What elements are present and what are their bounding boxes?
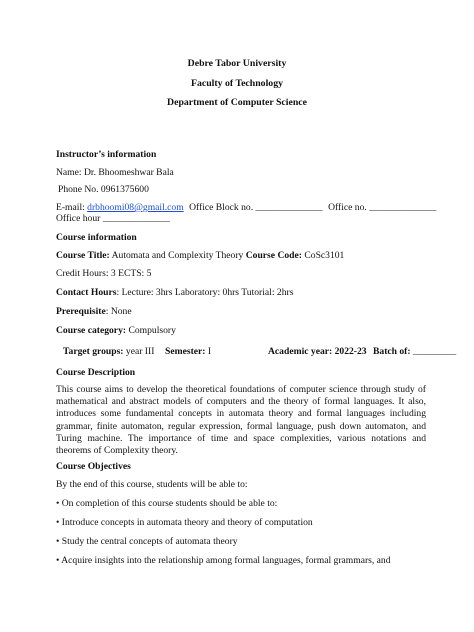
target-groups-row bbox=[63, 346, 154, 358]
office-hour: Office hour ______________ bbox=[56, 213, 170, 224]
target-groups-label: Target groups: bbox=[63, 346, 124, 357]
objective-item: • Introduce concepts in automata theory and theory of computation bbox=[56, 517, 313, 528]
course-title-row bbox=[56, 250, 344, 262]
contact-hours-row bbox=[56, 287, 293, 299]
course-category-label: Course category: bbox=[56, 325, 127, 336]
course-code-label: Course Code: bbox=[245, 250, 302, 261]
instructor-name: Name: Dr. Bhoomeshwar Bala bbox=[56, 167, 174, 178]
course-category-value: Compulsory bbox=[126, 325, 176, 336]
prerequisite-value: : None bbox=[105, 306, 132, 317]
objective-item: • Acquire insights into the relationship among formal languages, formal grammars, and bbox=[56, 555, 391, 566]
objectives-intro: By the end of this course, students will be able to: bbox=[56, 479, 248, 490]
contact-hours-value: : Lecture: 3hrs Laboratory: 0hrs Tutorial: 2hrs bbox=[116, 287, 294, 298]
course-objectives-heading: Course Objectives bbox=[56, 461, 131, 472]
course-info-heading: Course information bbox=[56, 232, 137, 243]
course-description-text: This course aims to develop the theoretical foundations of computer science through study of mathematical and abstract models of computers and the theory of formal languages. It also, introduces some fundamental concepts in automata theory and formal languages including grammar, finite automaton, regular expression, formal language, push down automaton, and Turing machine. The importance of time and space complexities, various notations and theorems of Complexity theory. bbox=[56, 384, 426, 457]
instructor-phone: Phone No. 0961375600 bbox=[58, 184, 149, 195]
objective-item: • On completion of this course students should be able to: bbox=[56, 498, 278, 509]
instructor-heading: Instructor’s information bbox=[56, 149, 157, 160]
credit-hours: Credit Hours: 3 ECTS: 5 bbox=[56, 268, 152, 279]
contact-hours-label: Contact Hours bbox=[56, 287, 117, 298]
office-no: Office no. ______________ bbox=[328, 202, 437, 213]
batch-row bbox=[373, 346, 456, 358]
batch-value: _________ bbox=[410, 346, 457, 357]
semester-label: Semester: bbox=[165, 346, 206, 357]
faculty-name: Faculty of Technology bbox=[191, 78, 283, 89]
semester-row bbox=[165, 346, 211, 358]
university-name: Debre Tabor University bbox=[187, 58, 287, 69]
course-category-row bbox=[56, 325, 176, 337]
prerequisite-label: Prerequisite bbox=[56, 306, 106, 317]
objective-item: • Study the central concepts of automata theory bbox=[56, 536, 238, 547]
batch-label: Batch of: bbox=[373, 346, 411, 357]
course-code-value: CoSc3101 bbox=[301, 250, 345, 261]
office-block: Office Block no. ______________ bbox=[189, 202, 323, 213]
target-groups-value: year III bbox=[123, 346, 155, 357]
course-description-heading: Course Description bbox=[56, 367, 136, 378]
course-title-value: Automata and Complexity Theory bbox=[109, 250, 246, 261]
semester-value: I bbox=[205, 346, 212, 357]
email-label: E-mail: bbox=[56, 202, 88, 213]
department-name: Department of Computer Science bbox=[167, 97, 307, 108]
academic-year: Academic year: 2022-23 bbox=[268, 346, 367, 357]
email-link[interactable]: drbhoomi08@gmail.com bbox=[87, 202, 184, 213]
instructor-email-row bbox=[56, 202, 436, 214]
prerequisite-row bbox=[56, 306, 132, 318]
course-title-label: Course Title: bbox=[56, 250, 110, 261]
